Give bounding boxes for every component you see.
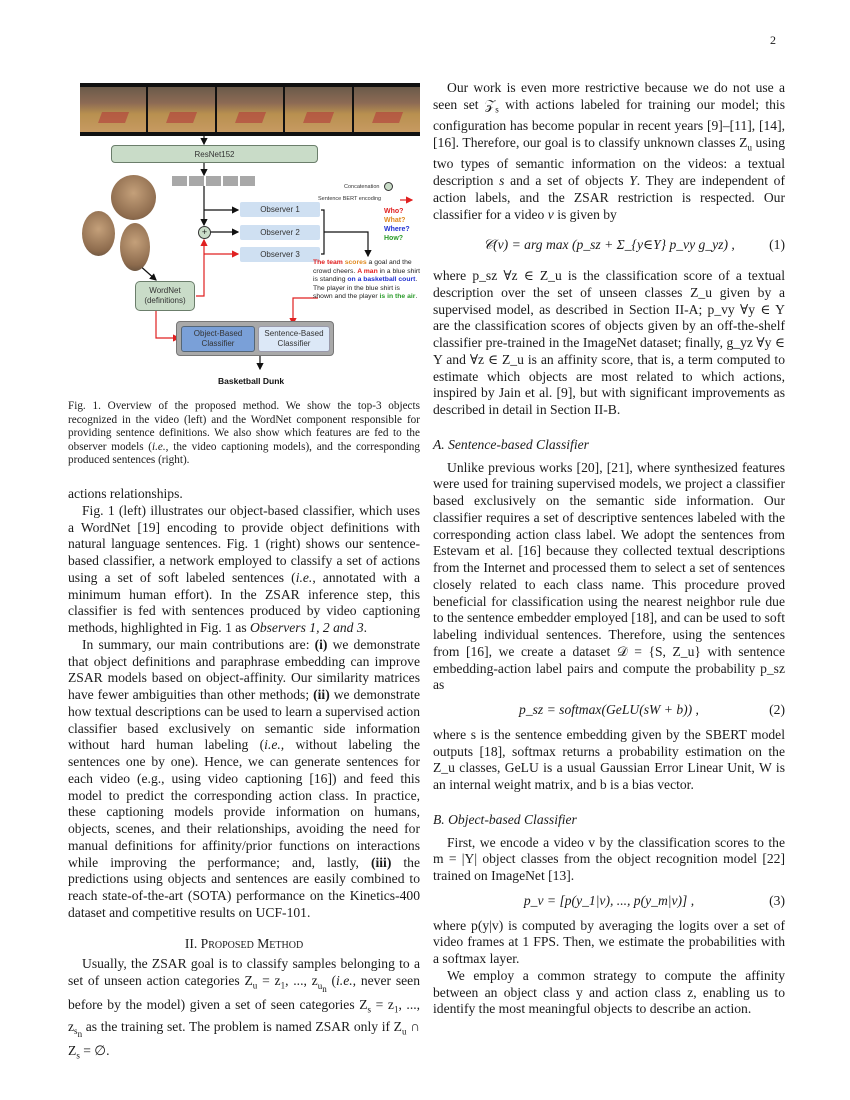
object-based-classifier: Object-Based Classifier	[181, 326, 255, 352]
figure-caption: Fig. 1. Overview of the proposed method. We show the top-3 objects recognized in the video (left) and the WordNet component responsible for providing sentence definitions. We also show which features are fed to the observer models (i.e., the video captioning models), and the corresponding produced sentences (right).	[68, 400, 420, 466]
feature-cell	[223, 176, 238, 186]
feature-cell	[206, 176, 221, 186]
paragraph: We employ a common strategy to compute the affinity between an object class y and action class z, enabling us to identify the most meaningful objects to describe an action.	[433, 967, 785, 1017]
wordnet-block: WordNet (definitions)	[135, 281, 195, 311]
sentence-based-classifier: Sentence-Based Classifier	[258, 326, 330, 352]
feature-cell	[172, 176, 187, 186]
observer-3: Observer 3	[240, 247, 320, 262]
right-column	[433, 80, 785, 1018]
equation-3: p_v = [p(y_1|v), ..., p(y_m|v)] , (3)	[523, 892, 785, 908]
question-how: How?	[384, 235, 404, 242]
object-crop-2	[82, 211, 115, 256]
object-crop-1	[111, 175, 156, 220]
observer-2: Observer 2	[240, 225, 320, 240]
paragraph: where p(y|v) is computed by averaging the logits over a set of video frames at 1 FPS. Then, we estimate the probabilities with a softmax layer.	[433, 917, 785, 967]
observer-1: Observer 1	[240, 202, 320, 217]
paragraph: where p_sz ∀z ∈ Z_u is the classification score of a textual description over the set of unseen classes Z_u given by a supervised model, as described in Section II-A; p_vy ∀y ∈ Y are the classification scores of objects given by an off-the-shelf classifier pre-trained in the ImageNet dataset; finally, g_yz ∀y ∈ Y and ∀z ∈ Z_u is an affinity score, that is, a term computed to estimate which objects are most related to which actions, inspired by Jain et al. [9], but with significant improvements as described in detail in Section II-B.	[433, 268, 785, 418]
feature-cell	[240, 176, 255, 186]
subsection-heading-b: B. Object-based Classifier	[433, 811, 577, 827]
resnet-block: ResNet152	[111, 145, 318, 163]
paragraph-contributions: In summary, our main contributions are: (i) we demonstrate that object definitions and paraphrase embedding can improve ZSAR models based on object-affinity. Our similarity matrices have fewer ambiguities than other methods; (ii) we demonstrate how textual descriptions can be used to learn a supervised action classifier based exclusively on semantic side information without hard human labeling (i.e., without labeling the sentences one by one). Hence, we can generate sentences for each video (e.g., using video captioning [16]) and feed this model to predict the corresponding action class. In practice, these captioning models provide information on humans, objects, scenes, and their relationships, avoiding the need for manual definitions for affinity/prior functions on interactions while improving the performance; and, lastly, (iii) the predictions using objects and sentences are easily combined to reach state-of-the-art (SOTA) performance on the Kinetics-400 dataset and competitive results on UCF-101.	[68, 636, 420, 920]
output-label: Basketball Dunk	[218, 376, 285, 386]
figure-1	[68, 78, 420, 398]
paragraph: Fig. 1 (left) illustrates our object-based classifier, which uses a WordNet [19] encoding to provide object definitions with natural language sentences. Fig. 1 (right) shows our sentence-based classifier, a network employed to classify a set of actions using a set of soft labeled sentences (i.e., annotated with a minimum human effort). In the ZSAR inference step, this classifier is fed with sentences produced by video captioning methods, highlighted in Fig. 1 as Observers 1, 2 and 3.	[68, 502, 420, 635]
legend-concatenation: Concatenation	[344, 182, 393, 191]
subsection-heading-a: A. Sentence-based Classifier	[433, 436, 589, 452]
concatenation-icon: +	[198, 226, 211, 239]
paragraph: actions relationships.	[68, 486, 183, 501]
equation-1: 𝒞(v) = arg max (p_sz + Σ_{y∈Y} p_vy g_yz) , (1)	[483, 237, 785, 253]
question-where: Where?	[384, 226, 410, 233]
paragraph: Unlike previous works [20], [21], where synthesized features were used for training supervised models, we project a classifier based exclusively on the semantic side information. Our classifier requires a set of descriptive sentences labeled with the corresponding action class label. We adopt the sentences from Estevam et al. [16] because they collected textual descriptions from the Internet and processed them to select a set of sentences closely related to each class name. This procedure proved beneficial for classification using the nearest neighbor rule due to the sentence embedder employed [18], and can be used to soft labeling individual sentences. Therefore, using the sentences from [16], we create a dataset 𝒟 = {S, Z_u} with sentence embedding-action label pairs and compute the probability p_sz as	[433, 459, 785, 693]
page-number: 2	[770, 33, 776, 47]
section-heading: II. Proposed Method	[184, 935, 304, 951]
feature-cell	[189, 176, 204, 186]
question-who: Who?	[384, 208, 404, 215]
paragraph: Usually, the ZSAR goal is to classify samples belonging to a set of unseen action categories $Z_u = z_1$, ..., $z_{u_n}$ (i.e., never seen before by the model) given a set of seen categories $Z_s = z_1$, ..., $z_{s_n}$ as the training set. The problem is named ZSAR only if $Z_u$ ∩ $Z_s$ = ∅.	[68, 956, 421, 1061]
concatenation-legend-icon	[384, 182, 393, 191]
generated-sentence: The team scores a goal and the crowd cheers. A man in a blue shirt is standing on a basketball court. The player in the blue shirt is shown and the player is in the air.	[313, 259, 421, 301]
paragraph: where s is the sentence embedding given by the SBERT model outputs [18], softmax returns a probability estimation on the Z_u classes, GeLU is a usual Gaussian Error Linear Unit, W is an internal weight matrix, and b is a bias vector.	[433, 726, 785, 793]
left-column	[68, 486, 420, 1064]
equation-2: p_sz = softmax(GeLU(sW + b)) , (2)	[519, 702, 785, 718]
legend-sbert: Sentence BERT encoding	[318, 196, 382, 202]
paragraph: Our work is even more restrictive because we do not use a seen set 𝒵$_s$ with actions labeled for training our model; this configuration has become popular in recent years [9]–[11], [14], [16]. Therefore, our goal is to classify unknown classes $Z_u$ using two types of semantic information on the videos: a textual description s and a set of objects Y. They are independent of action labels, and the ZSAR restriction is respected. Our classifier for a video v is given by	[433, 80, 786, 222]
object-crop-3	[120, 223, 150, 271]
question-what: What?	[384, 217, 406, 224]
paragraph: First, we encode a video v by the classification scores to the m = |Y| object classes from the object recognition model [22] trained on ImageNet [13].	[433, 834, 785, 884]
